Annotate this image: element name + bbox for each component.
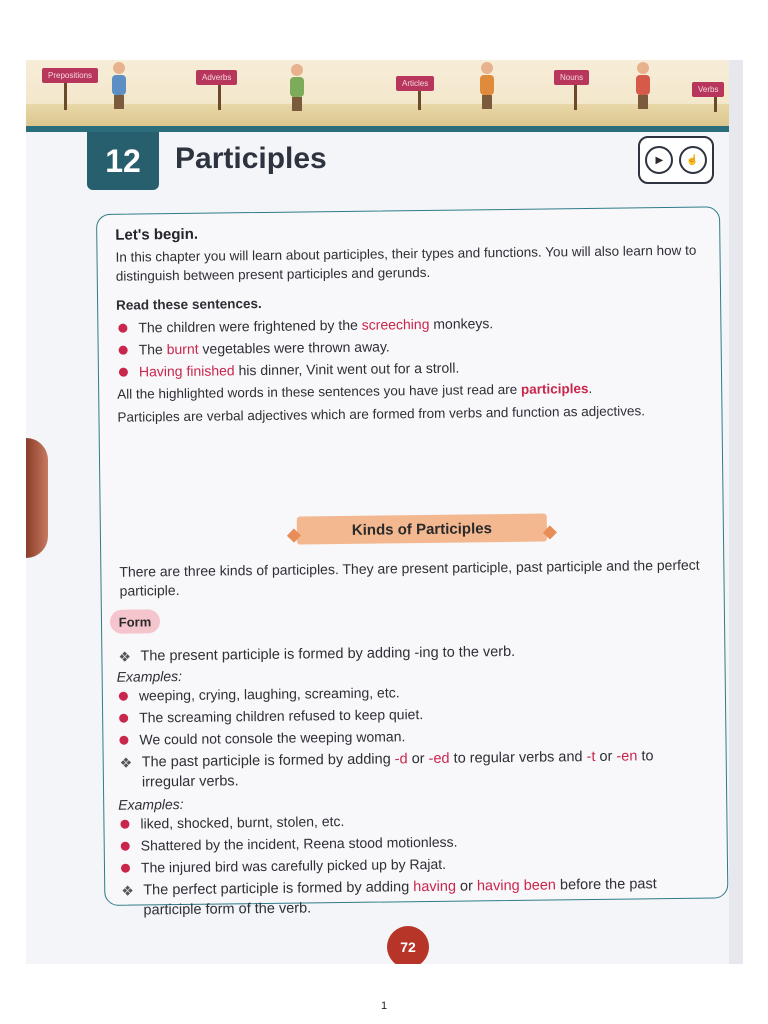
banner-sign: Articles [396,76,434,91]
past-rule: ❖ The past participle is formed by adding -d or -ed to regular verbs and -t or -en to irregular verbs. [119,748,654,791]
child-illustration [112,62,126,109]
past-examples [118,806,709,879]
banner-sign: Adverbs [196,70,237,85]
examples-label: Examples: [116,667,183,685]
chapter-title: Participles [175,142,327,175]
list-item: Having finished his dinner, Vinit went out for a stroll. [117,354,703,383]
sentence-list [116,310,703,383]
kinds-heading: Kinds of Participles [297,514,547,545]
child-illustration [290,64,304,111]
banner-sign: Prepositions [42,68,98,83]
lets-begin-heading: Let's begin. [115,225,199,244]
list-item: The burnt vegetables were thrown away. [117,332,703,361]
lesson-card [96,206,728,919]
touch-icon[interactable]: ☝ [679,146,707,174]
media-icons[interactable] [638,136,714,184]
list-item: The injured bird was carefully picked up by Rajat. [119,850,709,879]
list-item: The children were frightened by the screeching monkeys. [116,310,702,339]
child-illustration [480,62,494,109]
present-examples [117,678,708,751]
kinds-text: There are three kinds of participles. They are present participle, past participle and the perfect participle. [119,556,700,599]
form-label: Form [110,609,160,634]
list-item: Shattered by the incident, Reena stood motionless. [119,828,709,857]
examples-label: Examples: [118,795,184,813]
child-illustration [636,62,650,109]
list-item: liked, shocked, burnt, stolen, etc. [118,806,708,835]
diamond-bullet-icon: ❖ [119,754,133,771]
banner-sign: Verbs [692,82,724,97]
finger [26,438,48,558]
illustrated-banner [26,60,743,130]
video-icon[interactable]: ▶ [645,146,673,174]
list-item: We could not console the weeping woman. [117,722,707,751]
chapter-number: 12 [87,132,159,190]
read-heading: Read these sentences. [116,295,262,313]
diamond-bullet-icon: ❖ [121,882,134,899]
list-item: The screaming children refused to keep quiet. [117,700,707,729]
book-page-photo [26,60,743,964]
list-item: weeping, crying, laughing, screaming, etc. [117,678,707,707]
footer-number: 1 [380,1000,388,1012]
intro-text: In this chapter you will learn about participles, their types and functions. You will also learn how to distinguish between present participles and gerunds. [115,242,697,284]
page-edge [729,60,743,964]
page-number: 72 [387,926,429,964]
diamond-bullet-icon: ❖ [118,648,132,665]
perfect-rule: ❖ The perfect participle is formed by adding having or having been before the past participle form of the verb. [121,876,657,919]
definition-text: Participles are verbal adjectives which are formed from verbs and function as adjectives. [117,403,646,425]
banner-sign: Nouns [554,70,589,85]
present-rule: ❖ The present participle is formed by adding -ing to the verb. [118,643,516,665]
summary-text: All the highlighted words in these sentences you have just read are participles. [117,380,593,402]
